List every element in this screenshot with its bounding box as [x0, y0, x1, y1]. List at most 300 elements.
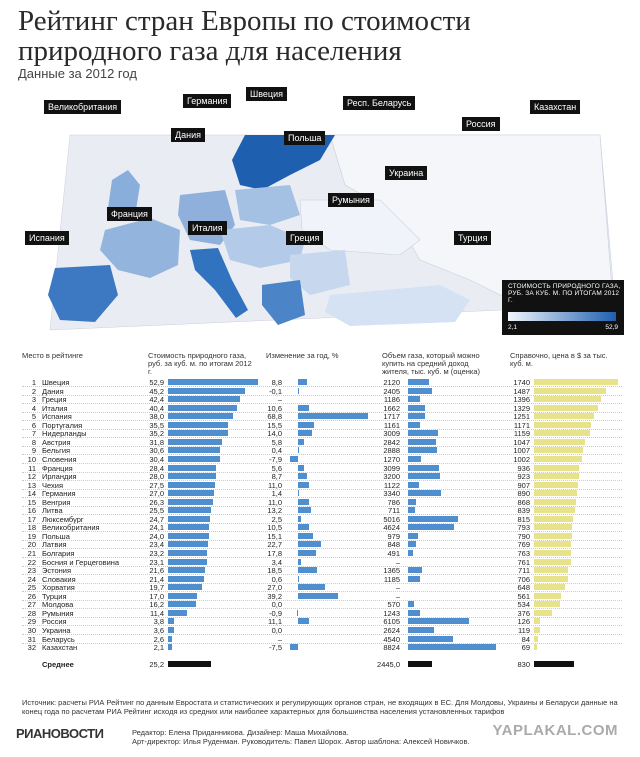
row-rank: 21 — [27, 549, 36, 558]
row-volume-value: 5016 — [383, 514, 400, 524]
volume-bar — [408, 533, 418, 539]
change-bar — [298, 559, 301, 565]
row-country: Румыния — [42, 608, 74, 618]
usd-bar — [534, 516, 573, 522]
row-divider — [22, 497, 622, 498]
cost-bar — [168, 405, 237, 411]
row-volume-value: 1186 — [383, 395, 400, 405]
row-rank: 11 — [28, 463, 36, 473]
row-divider — [22, 446, 622, 447]
row-usd-value: 534 — [517, 600, 530, 610]
volume-bar — [408, 473, 440, 479]
row-usd-value: 839 — [517, 506, 530, 516]
volume-bar — [408, 576, 420, 582]
credits-line-2: Арт-директор: Илья Руденман. Руководитель: Павел Шорох. Автор шаблона: Алексей Новичков. — [132, 737, 470, 746]
change-bar — [298, 405, 309, 411]
row-cost-value: 21,6 — [149, 566, 164, 576]
row-usd-value: 119 — [518, 625, 530, 635]
map-label-spain: Испания — [25, 231, 69, 245]
usd-bar — [534, 422, 591, 428]
row-rank: 19 — [27, 531, 36, 541]
row-change-value: 5,8 — [271, 437, 282, 447]
ria-logo: РИАНОВОСТИ — [16, 726, 104, 741]
volume-bar — [408, 447, 437, 453]
cost-bar — [168, 439, 222, 445]
row-divider — [22, 472, 622, 473]
row-divider — [22, 600, 622, 601]
row-divider — [22, 403, 622, 404]
row-country: Бельгия — [42, 446, 71, 456]
row-change-value: 8,7 — [271, 472, 282, 482]
row-change-value: – — [277, 634, 282, 644]
cost-bar — [168, 524, 209, 530]
map-label-russia: Россия — [462, 117, 500, 131]
cost-bar — [168, 473, 216, 479]
row-rank: 1 — [31, 378, 36, 387]
row-change-value: 22,7 — [267, 540, 282, 550]
change-bar — [298, 618, 309, 624]
change-bar — [298, 482, 309, 488]
usd-bar — [534, 533, 572, 539]
map-legend — [502, 280, 624, 335]
cost-bar — [168, 396, 240, 402]
row-divider — [22, 480, 622, 481]
volume-bar — [408, 567, 422, 573]
row-rank: 26 — [27, 591, 36, 601]
cost-bar — [168, 422, 228, 428]
row-rank: 25 — [27, 583, 36, 593]
volume-bar — [408, 507, 415, 513]
volume-bar — [408, 601, 414, 607]
row-change-value: 0,0 — [271, 625, 282, 635]
row-divider — [22, 463, 622, 464]
row-rank: 17 — [27, 514, 36, 524]
row-usd-value: 936 — [517, 463, 530, 473]
row-cost-value: 17,0 — [149, 591, 164, 601]
cost-bar — [168, 559, 207, 565]
average-usd-bar — [534, 661, 574, 667]
row-change-value: 2,5 — [271, 514, 282, 524]
cost-bar — [168, 627, 174, 633]
row-divider — [22, 540, 622, 541]
row-volume-value: – — [395, 583, 400, 593]
usd-bar — [534, 567, 568, 573]
usd-bar — [534, 447, 583, 453]
row-volume-value: 1662 — [383, 403, 400, 413]
row-divider — [22, 531, 622, 532]
row-rank: 8 — [31, 437, 36, 447]
row-rank: 23 — [27, 566, 36, 576]
row-change-value: 15,1 — [267, 531, 282, 541]
map-label-denmark: Дания — [171, 128, 205, 142]
usd-bar — [534, 396, 601, 402]
usd-bar — [534, 627, 540, 633]
row-cost-value: 25,5 — [149, 506, 164, 516]
row-cost-value: 45,2 — [149, 386, 164, 396]
row-cost-value: 30,6 — [149, 446, 164, 456]
usd-bar — [534, 456, 582, 462]
row-volume-value: 1185 — [383, 574, 400, 584]
cost-bar — [168, 490, 214, 496]
cost-bar — [168, 576, 204, 582]
row-divider — [22, 429, 622, 430]
usd-bar — [534, 490, 577, 496]
row-country: Венгрия — [42, 497, 71, 507]
row-divider — [22, 437, 622, 438]
row-usd-value: 1251 — [513, 412, 530, 422]
row-rank: 7 — [31, 429, 36, 439]
usd-bar — [534, 636, 538, 642]
row-country: Франция — [42, 463, 73, 473]
row-usd-value: 711 — [518, 566, 530, 576]
row-country: Болгария — [42, 549, 75, 558]
row-volume-value: 1122 — [383, 480, 400, 490]
change-bar — [298, 567, 317, 573]
row-cost-value: 2,1 — [153, 643, 164, 653]
row-change-value: 5,6 — [271, 463, 282, 473]
usd-bar — [534, 559, 571, 565]
map-label-poland: Польша — [284, 131, 325, 145]
row-country: Австрия — [42, 437, 71, 447]
cost-bar — [168, 593, 197, 599]
row-rank: 24 — [27, 574, 36, 584]
row-volume-value: 786 — [387, 497, 400, 507]
usd-bar — [534, 618, 540, 624]
row-divider — [22, 454, 622, 455]
row-change-value: 15,5 — [267, 420, 282, 430]
row-volume-value: 2120 — [383, 378, 400, 387]
average-cost-bar — [168, 661, 211, 667]
legend-title: СТОИМОСТЬ ПРИРОДНОГО ГАЗА, РУБ. ЗА КУБ. М. ПО ИТОГАМ 2012 Г. — [508, 283, 621, 304]
volume-bar — [408, 465, 439, 471]
row-cost-value: 31,8 — [149, 437, 164, 447]
average-label: Среднее — [42, 659, 74, 669]
row-country: Швеция — [42, 378, 70, 387]
cost-bar — [168, 430, 228, 436]
row-usd-value: 793 — [517, 523, 530, 533]
change-bar — [298, 499, 309, 505]
map-label-kazakhstan: Казахстан — [530, 100, 580, 114]
change-bar — [298, 541, 321, 547]
cost-bar — [168, 567, 205, 573]
map-label-germany: Германия — [183, 94, 231, 108]
change-bar — [298, 524, 309, 530]
row-cost-value: 3,8 — [153, 617, 164, 627]
row-cost-value: 52,9 — [149, 378, 164, 387]
row-usd-value: 907 — [517, 480, 530, 490]
average-usd: 830 — [517, 659, 530, 669]
row-change-value: 11,0 — [267, 497, 282, 507]
row-divider — [22, 608, 622, 609]
map-label-uk: Великобритания — [44, 100, 121, 114]
cost-bar — [168, 482, 215, 488]
row-volume-value: 2405 — [383, 386, 400, 396]
map-label-greece: Греция — [286, 231, 323, 245]
map-label-ukraine: Украина — [385, 166, 427, 180]
volume-bar — [408, 439, 436, 445]
watermark: YAPLAKAL.COM — [492, 722, 618, 739]
cost-bar — [168, 610, 187, 616]
row-usd-value: 815 — [517, 514, 530, 524]
row-cost-value: 26,3 — [149, 497, 164, 507]
row-rank: 18 — [27, 523, 36, 533]
row-rank: 9 — [31, 446, 36, 456]
row-rank: 16 — [27, 506, 36, 516]
row-country: Латвия — [42, 540, 67, 550]
usd-bar — [534, 379, 618, 385]
row-cost-value: 40,4 — [149, 403, 164, 413]
volume-bar — [408, 413, 425, 419]
row-change-value: 10,6 — [267, 403, 282, 413]
volume-bar — [408, 524, 454, 530]
usd-bar — [534, 413, 594, 419]
row-volume-value: 979 — [387, 531, 400, 541]
row-divider — [22, 548, 622, 549]
change-bar — [298, 379, 307, 385]
row-country: Ирландия — [42, 472, 77, 482]
header-change: Изменение за год, % — [266, 351, 339, 360]
change-bar — [298, 430, 312, 436]
ranking-table — [0, 348, 640, 688]
change-bar — [298, 593, 338, 599]
row-usd-value: 1002 — [513, 454, 530, 464]
cost-bar — [168, 465, 216, 471]
row-country: Нидерланды — [42, 429, 87, 439]
average-volume: 2445,0 — [377, 659, 400, 669]
row-change-value: 10,5 — [267, 523, 282, 533]
row-country: Греция — [42, 395, 67, 405]
volume-bar — [408, 644, 496, 650]
cost-bar — [168, 533, 209, 539]
volume-bar — [408, 618, 469, 624]
legend-gradient — [508, 312, 616, 321]
row-rank: 30 — [27, 625, 36, 635]
change-bar — [298, 533, 313, 539]
cost-bar — [168, 507, 211, 513]
row-change-value: -0,9 — [269, 608, 282, 618]
row-volume-value: 2888 — [383, 446, 400, 456]
row-divider — [22, 523, 622, 524]
change-bar — [298, 584, 325, 590]
usd-bar — [534, 473, 579, 479]
map-label-france: Франция — [107, 207, 152, 221]
row-cost-value: 16,2 — [149, 600, 164, 610]
row-usd-value: 868 — [517, 497, 530, 507]
row-divider — [22, 395, 622, 396]
change-bar — [298, 550, 316, 556]
row-cost-value: 11,4 — [149, 608, 164, 618]
row-usd-value: 1159 — [513, 429, 530, 439]
row-cost-value: 28,0 — [149, 472, 164, 482]
header-rank: Место в рейтинге — [22, 351, 83, 360]
row-change-value: 11,1 — [267, 617, 282, 627]
row-volume-value: 6105 — [383, 617, 400, 627]
change-bar — [290, 644, 298, 650]
row-country: Турция — [42, 591, 67, 601]
volume-bar — [408, 550, 413, 556]
row-country: Дания — [42, 386, 64, 396]
map-label-belarus: Респ. Беларусь — [343, 96, 415, 110]
row-cost-value: 27,5 — [149, 480, 164, 490]
row-volume-value: 8824 — [383, 643, 400, 653]
change-bar — [298, 516, 301, 522]
map-label-turkey: Турция — [454, 231, 491, 245]
row-cost-value: 24,7 — [149, 514, 164, 524]
row-volume-value: – — [395, 557, 400, 567]
row-volume-value: 848 — [387, 540, 400, 550]
row-cost-value: 21,4 — [149, 574, 164, 584]
volume-bar — [408, 541, 416, 547]
cost-bar — [168, 379, 258, 385]
row-rank: 32 — [27, 643, 36, 653]
row-rank: 29 — [27, 617, 36, 627]
volume-bar — [408, 388, 432, 394]
row-usd-value: 1007 — [513, 446, 530, 456]
row-divider — [22, 634, 622, 635]
header-cost: Стоимость природного газа, руб. за куб. м. по итогам 2012 г. — [148, 351, 252, 376]
row-country: Словения — [42, 454, 77, 464]
row-change-value: -0,1 — [269, 386, 282, 396]
row-usd-value: 376 — [517, 608, 530, 618]
page-subtitle: Данные за 2012 год — [18, 66, 137, 81]
row-rank: 31 — [27, 634, 36, 644]
row-volume-value: 1161 — [383, 420, 400, 430]
row-volume-value: 3340 — [383, 489, 400, 499]
volume-bar — [408, 499, 416, 505]
row-usd-value: 561 — [517, 591, 530, 601]
change-bar — [298, 413, 368, 419]
row-divider — [22, 506, 622, 507]
page-title: Рейтинг стран Европы по стоимости природного газа для населения — [18, 5, 471, 67]
row-usd-value: 923 — [517, 472, 530, 482]
cost-bar — [168, 447, 220, 453]
change-bar — [298, 507, 311, 513]
change-bar — [298, 439, 304, 445]
row-usd-value: 769 — [517, 540, 530, 550]
volume-bar — [408, 456, 421, 462]
change-bar — [298, 576, 299, 582]
change-bar — [297, 610, 298, 616]
credits-line-1: Редактор: Елена Приданникова. Дизайнер: Маша Михайлова. — [132, 728, 349, 737]
row-country: Казахстан — [42, 643, 78, 653]
row-divider — [22, 625, 622, 626]
cost-bar — [168, 550, 207, 556]
row-divider — [22, 566, 622, 567]
change-bar — [290, 456, 298, 462]
usd-bar — [534, 610, 552, 616]
row-change-value: 1,4 — [271, 489, 282, 499]
row-volume-value: 4624 — [383, 523, 400, 533]
row-usd-value: 1396 — [513, 395, 530, 405]
usd-bar — [534, 644, 537, 650]
usd-bar — [534, 405, 598, 411]
legend-max: 52,9 — [605, 324, 618, 331]
usd-bar — [534, 593, 561, 599]
row-country: Испания — [42, 412, 72, 422]
row-cost-value: 24,1 — [149, 523, 164, 533]
row-country: Великобритания — [42, 523, 100, 533]
row-change-value: 27,0 — [267, 583, 282, 593]
row-rank: 12 — [27, 472, 36, 482]
cost-bar — [168, 541, 208, 547]
row-usd-value: 761 — [517, 557, 530, 567]
volume-bar — [408, 422, 420, 428]
legend-min: 2,1 — [508, 324, 518, 331]
cost-bar — [168, 499, 213, 505]
row-cost-value: 27,0 — [149, 489, 164, 499]
row-volume-value: 711 — [388, 506, 400, 516]
usd-bar — [534, 388, 606, 394]
usd-bar — [534, 507, 575, 513]
map-label-sweden: Швеция — [246, 87, 287, 101]
usd-bar — [534, 524, 572, 530]
row-divider — [22, 514, 622, 515]
row-usd-value: 890 — [517, 489, 530, 499]
row-divider — [22, 489, 622, 490]
row-rank: 6 — [31, 420, 36, 430]
volume-bar — [408, 482, 419, 488]
change-bar — [298, 465, 304, 471]
row-divider — [22, 420, 622, 421]
row-change-value: – — [277, 395, 282, 405]
row-volume-value: 1243 — [383, 608, 400, 618]
row-usd-value: 1329 — [513, 403, 530, 413]
row-volume-value: – — [395, 591, 400, 601]
row-country: Хорватия — [42, 583, 75, 593]
row-usd-value: 126 — [517, 617, 530, 627]
row-country: Литва — [42, 506, 63, 516]
cost-bar — [168, 516, 210, 522]
row-cost-value: 23,1 — [149, 557, 164, 567]
row-cost-value: 19,7 — [149, 583, 164, 593]
usd-bar — [534, 541, 571, 547]
row-cost-value: 35,2 — [149, 429, 164, 439]
row-cost-value: 23,4 — [149, 540, 164, 550]
usd-bar — [534, 584, 565, 590]
row-change-value: -7,5 — [269, 643, 282, 653]
cost-bar — [168, 601, 196, 607]
cost-bar — [168, 584, 202, 590]
usd-bar — [534, 601, 560, 607]
row-cost-value: 42,4 — [149, 395, 164, 405]
volume-bar — [408, 610, 420, 616]
row-volume-value: 3009 — [383, 429, 400, 439]
row-volume-value: 1365 — [383, 566, 400, 576]
row-country: Люксембург — [42, 514, 84, 524]
cost-bar — [168, 618, 174, 624]
row-volume-value: 491 — [387, 549, 400, 558]
row-volume-value: 570 — [387, 600, 400, 610]
usd-bar — [534, 465, 579, 471]
volume-bar — [408, 627, 434, 633]
row-rank: 27 — [27, 600, 36, 610]
row-country: Молдова — [42, 600, 74, 610]
row-volume-value: 1270 — [383, 454, 400, 464]
row-change-value: 0,0 — [271, 600, 282, 610]
change-bar — [298, 422, 314, 428]
row-rank: 5 — [31, 412, 36, 422]
row-country: Эстония — [42, 566, 72, 576]
row-volume-value: 2842 — [383, 437, 400, 447]
row-divider — [22, 386, 622, 387]
row-rank: 4 — [31, 403, 36, 413]
cost-bar — [168, 456, 220, 462]
source-note: Источник: расчеты РИА Рейтинг по данным Евростата и статистических и регулирующих органов стран, не входящих в ЕС. Для Молдовы, Украины и Беларуси данные на конец года по расчетам РИА Рейтинг исходя из средних или наиболее характерных для большинства населения установленных тарифов — [22, 698, 618, 716]
average-cost: 25,2 — [149, 659, 164, 669]
row-cost-value: 3,6 — [153, 625, 164, 635]
row-usd-value: 1487 — [513, 386, 530, 396]
volume-bar — [408, 490, 441, 496]
